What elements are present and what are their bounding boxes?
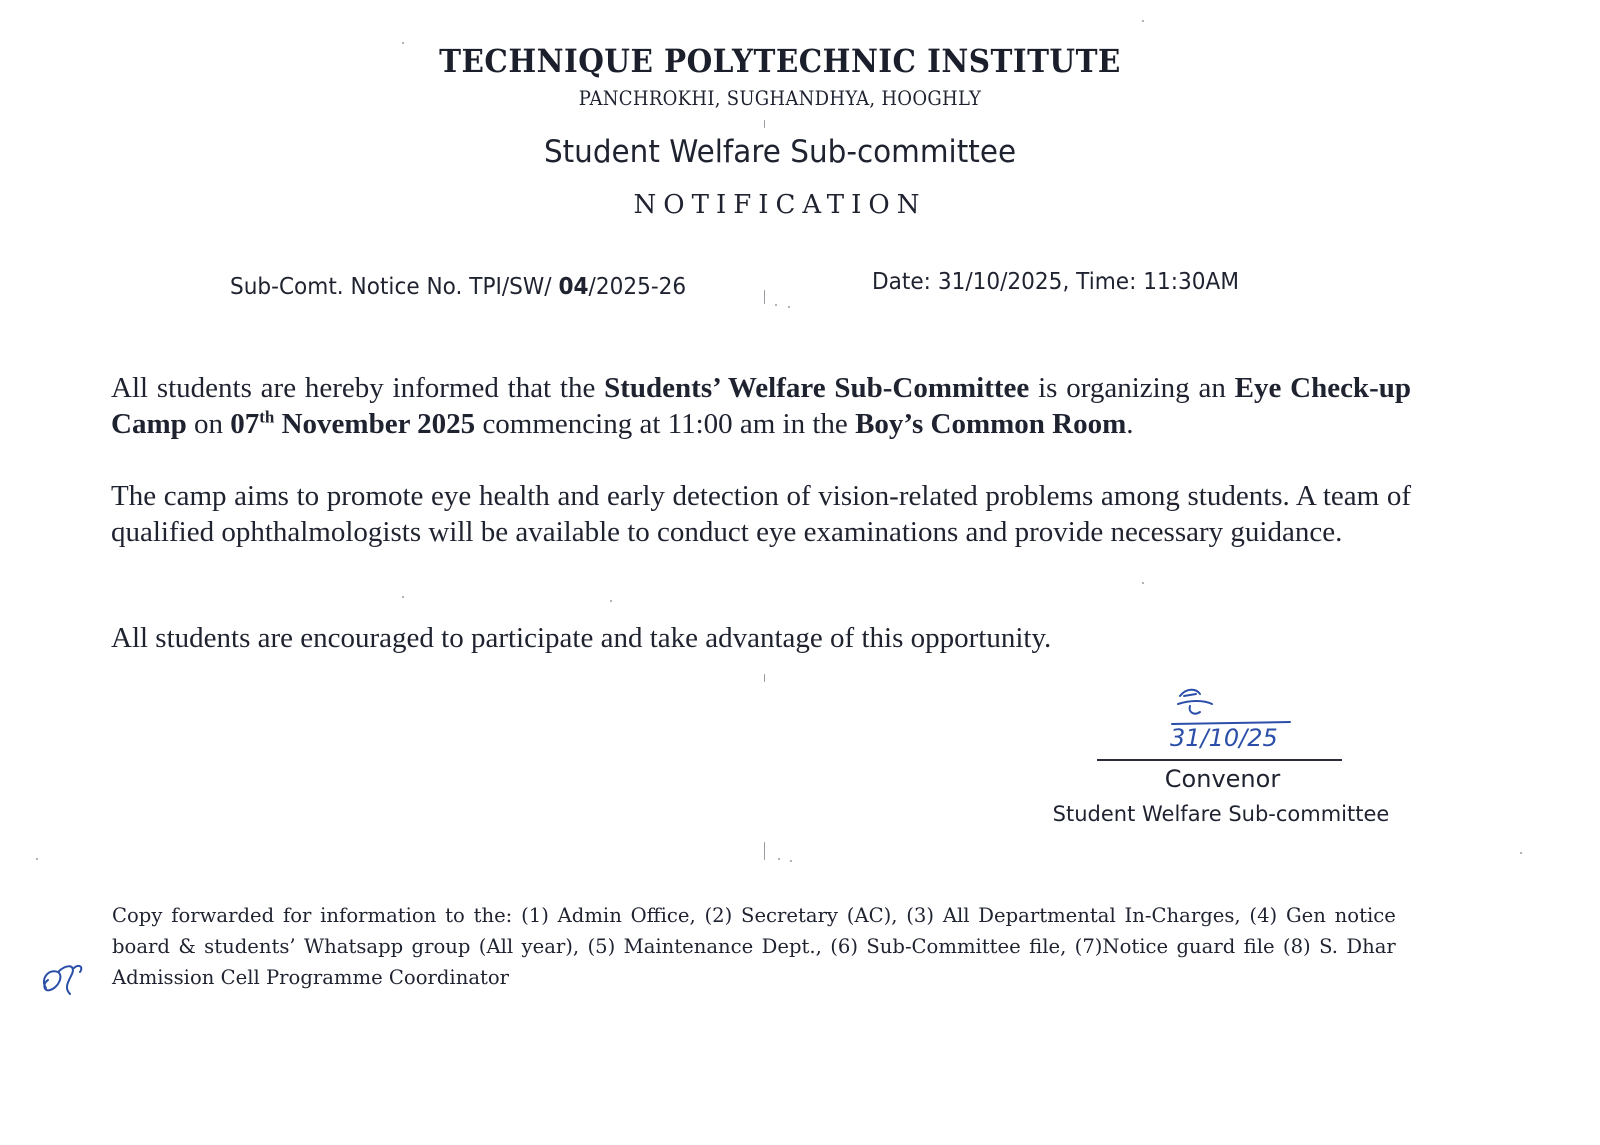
paragraph-purpose: The camp aims to promote eye health and early detection of vision-related problems among students. A team of qualified ophthalmologists will be available to conduct eye examinations and provide necessary guidance. bbox=[111, 480, 1411, 548]
p1-text-4: commencing at 11:00 am in the bbox=[475, 408, 856, 440]
p1-text-3: on bbox=[186, 408, 231, 440]
notification-heading: NOTIFICATION bbox=[633, 190, 927, 220]
notice-number bbox=[230, 274, 686, 300]
institute-address: PANCHROKHI, SUGHANDHYA, HOOGHLY bbox=[578, 86, 982, 110]
signatory-title: Convenor bbox=[1164, 765, 1281, 793]
scan-speck bbox=[778, 858, 780, 860]
scan-speck bbox=[1142, 20, 1144, 22]
signatory-committee: Student Welfare Sub-committee bbox=[1052, 802, 1390, 826]
notice-number-suffix: /2025-26 bbox=[588, 274, 687, 300]
p1-date-rest: November 2025 bbox=[274, 408, 476, 440]
scan-speck bbox=[764, 290, 765, 304]
scan-speck bbox=[764, 674, 765, 682]
scan-speck bbox=[1142, 582, 1144, 584]
handwritten-initials-icon bbox=[36, 954, 90, 1000]
p1-event: Eye Check-up Camp bbox=[111, 372, 1411, 440]
scan-speck bbox=[610, 600, 612, 602]
handwritten-signature-icon bbox=[1160, 682, 1320, 754]
signature-date: 31/10/25 bbox=[1170, 724, 1278, 752]
scan-speck bbox=[402, 42, 404, 44]
p1-text-5: . bbox=[1126, 408, 1134, 440]
committee-title: Student Welfare Sub-committee bbox=[543, 134, 1017, 170]
notice-number-prefix: Sub-Comt. Notice No. TPI/SW/ bbox=[230, 274, 559, 300]
scan-speck bbox=[790, 860, 792, 862]
p1-text-1: All students are hereby informed that the bbox=[111, 372, 605, 404]
scan-speck bbox=[1520, 852, 1522, 854]
p1-text-2: is organizing an bbox=[1029, 372, 1235, 404]
p1-date-suffix: th bbox=[259, 407, 275, 427]
paragraph-encouragement: All students are encouraged to participate and take advantage of this opportunity. bbox=[111, 622, 1052, 654]
scan-speck bbox=[402, 596, 404, 598]
scan-speck bbox=[788, 306, 790, 308]
institute-name: TECHNIQUE POLYTECHNIC INSTITUTE bbox=[439, 42, 1121, 80]
paragraph-announcement bbox=[111, 370, 1411, 442]
p1-committee: Students’ Welfare Sub-Committee bbox=[604, 372, 1030, 404]
notice-date-time: Date: 31/10/2025, Time: 11:30AM bbox=[872, 269, 1240, 295]
scan-speck bbox=[764, 120, 765, 128]
p1-date-day: 07 bbox=[230, 408, 260, 440]
notice-number-value: 04 bbox=[558, 274, 589, 300]
p1-venue: Boy’s Common Room bbox=[855, 408, 1127, 440]
scan-speck bbox=[775, 304, 777, 306]
copy-forwarded-list: Copy forwarded for information to the: (1) Admin Office, (2) Secretary (AC), (3) All Departmental In-Charges, (4) Gen notice board & students’ Whatsapp group (All year), (5) Maintenance Dept., (6) Sub-Committee file, (7)Notice guard file (8) S. Dhar Admission Cell Programme Coordinator bbox=[112, 903, 1396, 989]
scan-speck bbox=[36, 858, 38, 860]
p1-date bbox=[230, 408, 475, 440]
signature-line bbox=[1097, 759, 1342, 761]
scan-speck bbox=[764, 842, 765, 860]
